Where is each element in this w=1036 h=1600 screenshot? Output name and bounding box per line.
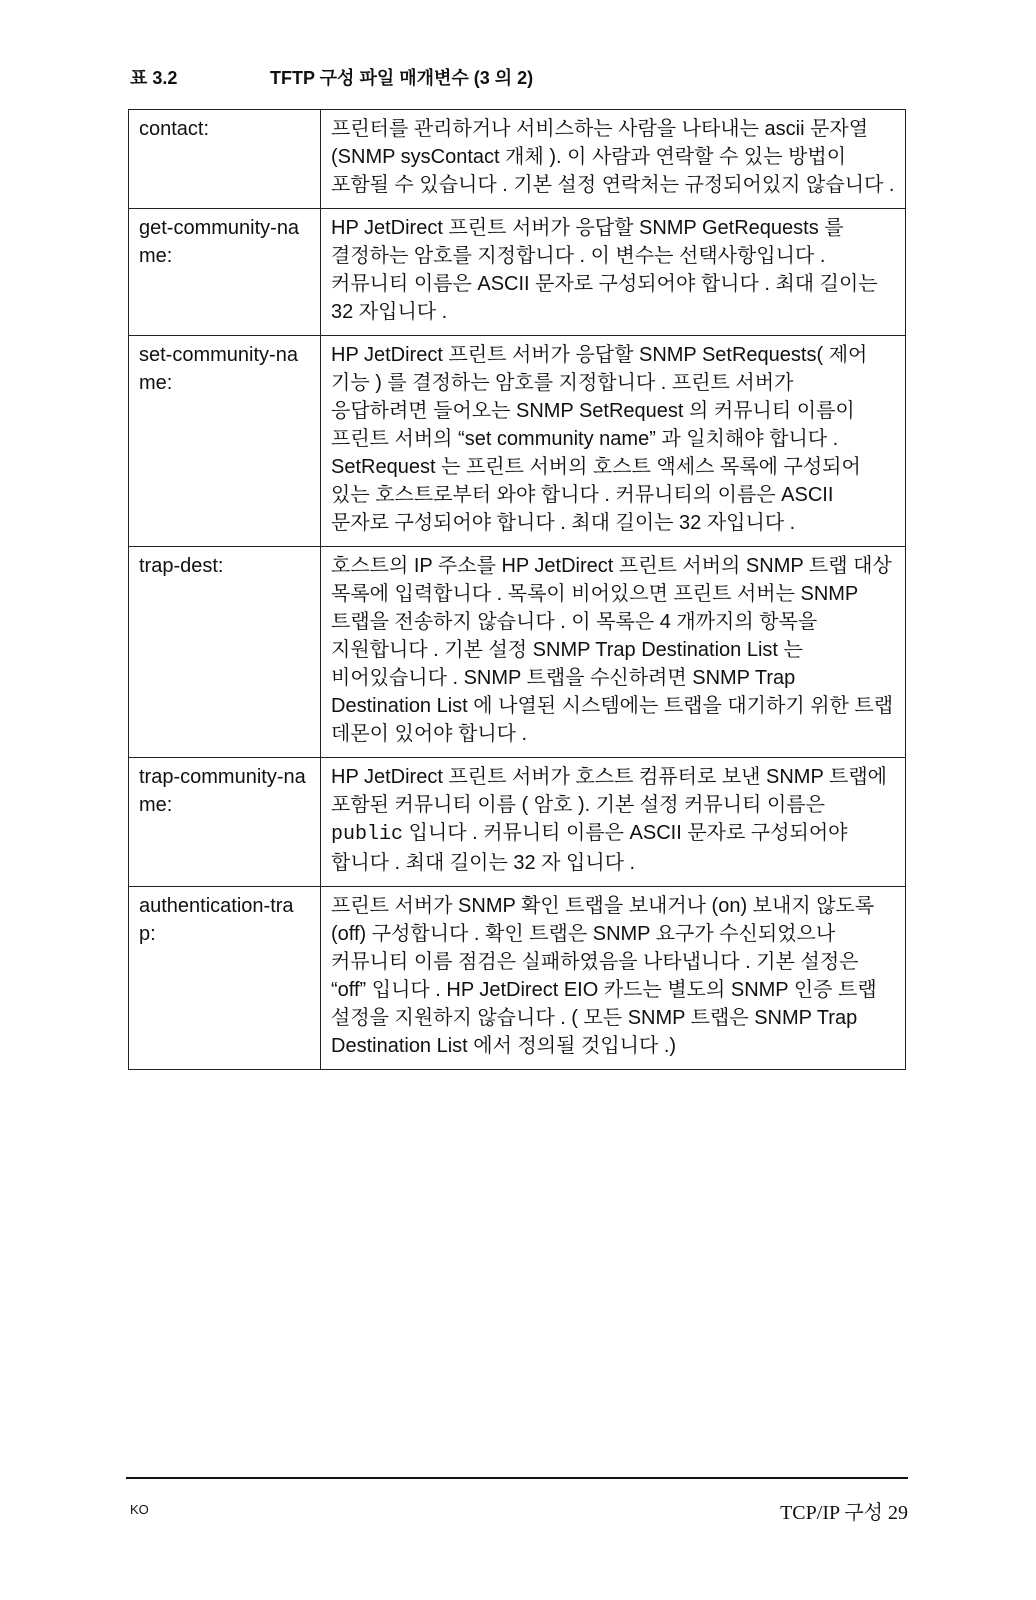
table-title: TFTP 구성 파일 매개변수 (3 의 2) bbox=[270, 68, 534, 88]
param-name: get-community-name: bbox=[129, 209, 321, 336]
table-row bbox=[129, 110, 906, 209]
param-description: 프린터를 관리하거나 서비스하는 사람을 나타내는 ascii 문자열 (SNMP sysContact 개체 ). 이 사람과 연락할 수 있는 방법이 포함될 수 있습니다 . 기본 설정 연락처는 규정되어있지 않습니다 . bbox=[321, 110, 906, 209]
param-description: 호스트의 IP 주소를 HP JetDirect 프린트 서버의 SNMP 트랩 대상 목록에 입력합니다 . 목록이 비어있으면 프린트 서버는 SNMP 트랩을 전송하지 않습니다 . 이 목록은 4 개까지의 항목을 지원합니다 . 기본 설정 SNMP Trap Destination List 는 비어있습니다 . SNMP 트랩을 수신하려면 SNMP Trap Destination List 에 나열된 시스템에는 트랩을 대기하기 위한 트랩 데몬이 있어야 합니다 . bbox=[321, 547, 906, 758]
param-description: HP JetDirect 프린트 서버가 응답할 SNMP SetRequests( 제어 기능 ) 를 결정하는 암호를 지정합니다 . 프린트 서버가 응답하려면 들어오는 SNMP SetRequest 의 커뮤니티 이름이 프린트 서버의 “set community name” 과 일치해야 합니다 . SetRequest 는 프린트 서버의 호스트 액세스 목록에 구성되어 있는 호스트로부터 와야 합니다 . 커뮤니티의 이름은 ASCII 문자로 구성되어야 합니다 . 최대 길이는 32 자입니다 . bbox=[321, 336, 906, 547]
parameter-table bbox=[128, 109, 906, 1070]
param-description-text: 입니다 . 커뮤니티 이름은 ASCII 문자로 구성되어야 합니다 . 최대 길이는 32 자 입니다 . bbox=[331, 822, 848, 874]
default-community-code: public bbox=[331, 823, 404, 846]
footer-language: KO bbox=[130, 1502, 149, 1517]
param-name: trap-dest: bbox=[129, 547, 321, 758]
table-number: 표 3.2 bbox=[130, 68, 178, 88]
table-row bbox=[129, 547, 906, 758]
footer-page-label: TCP/IP 구성 29 bbox=[780, 1502, 908, 1524]
table-row bbox=[129, 758, 906, 887]
param-description bbox=[321, 758, 906, 887]
param-name: authentication-trap: bbox=[129, 887, 321, 1070]
table-caption bbox=[130, 64, 533, 90]
param-description: HP JetDirect 프린트 서버가 응답할 SNMP GetRequests 를 결정하는 암호를 지정합니다 . 이 변수는 선택사항입니다 . 커뮤니티 이름은 ASCII 문자로 구성되어야 합니다 . 최대 길이는 32 자입니다 . bbox=[321, 209, 906, 336]
param-name: set-community-name: bbox=[129, 336, 321, 547]
param-description-text: HP JetDirect 프린트 서버가 호스트 컴퓨터로 보낸 SNMP 트랩에 포함된 커뮤니티 이름 ( 암호 ). 기본 설정 커뮤니티 이름은 bbox=[331, 766, 887, 816]
param-description: 프린트 서버가 SNMP 확인 트랩을 보내거나 (on) 보내지 않도록 (off) 구성합니다 . 확인 트랩은 SNMP 요구가 수신되었으나 커뮤니티 이름 점검은 실패하였음을 나타냅니다 . 기본 설정은 “off” 입니다 . HP JetDirect EIO 카드는 별도의 SNMP 인증 트랩 설정을 지원하지 않습니다 . ( 모든 SNMP 트랩은 SNMP Trap Destination List 에서 정의될 것입니다 .) bbox=[321, 887, 906, 1070]
param-name: trap-community-name: bbox=[129, 758, 321, 887]
footer-divider bbox=[126, 1477, 908, 1479]
table-row bbox=[129, 209, 906, 336]
table-row bbox=[129, 336, 906, 547]
param-name: contact: bbox=[129, 110, 321, 209]
table-row bbox=[129, 887, 906, 1070]
